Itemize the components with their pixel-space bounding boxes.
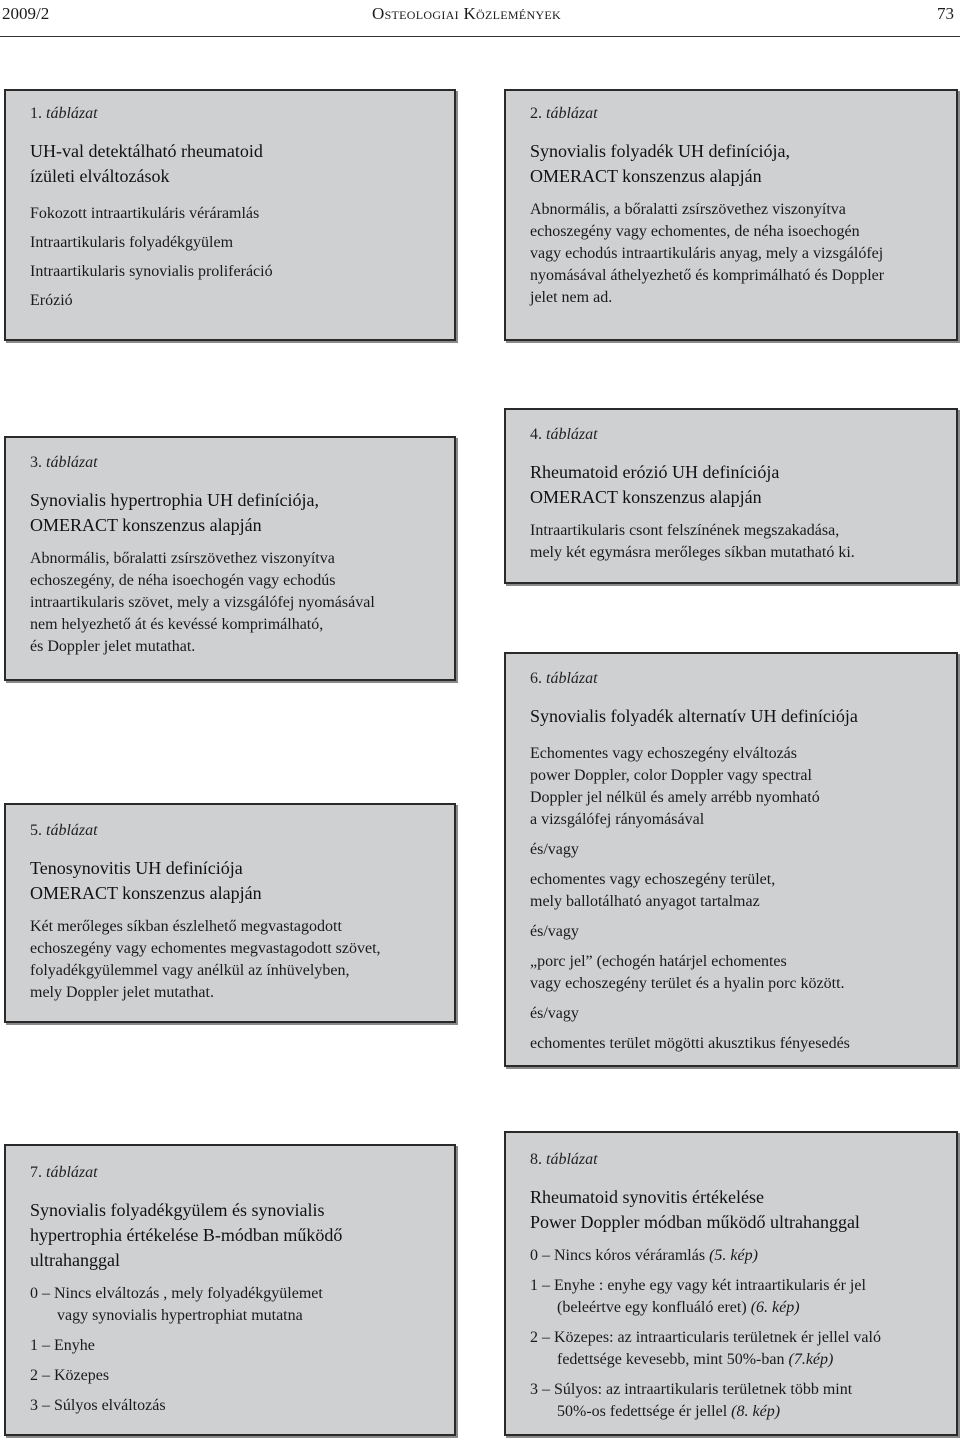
table-2-box (504, 89, 958, 341)
table-1-item: Intraartikularis synovialis proliferáció (30, 263, 273, 280)
table-6-block-3: „porc jel” (echogén határjel echomentes vagy echoszegény terület és a hyalin porc között. (530, 953, 845, 992)
table-7-grade-1: 1 – Enyhe (30, 1337, 95, 1354)
table-5-body: Két merőleges síkban észlelhető megvastagodott echoszegény vagy echomentes megvastagodott szövet, folyadékgyülemmel vagy anélkül az ínhüvelyben, mely Doppler jelet mutathat. (30, 918, 381, 1001)
table-8-grade-1: 1 – Enyhe : enyhe egy vagy két intraartikularis ér jel (beleértve egy konfluáló eret) (6. kép) (530, 1277, 866, 1316)
table-2-title: Synovialis folyadék UH definíciója, OMERACT konszenzus alapján (530, 141, 790, 186)
table-5-title: Tenosynovitis UH definíciója OMERACT konszenzus alapján (30, 858, 262, 903)
table-4-label: 4. táblázat (530, 426, 598, 443)
table-4-body: Intraartikularis csont felszínének megszakadása, mely két egymásra merőleges síkban mutatható ki. (530, 522, 855, 561)
table-2-body: Abnormális, a bőralatti zsírszövethez viszonyítva echoszegény vagy echomentes, de néha isoechogén vagy echodús intraartikuláris anyag, mely a vizsgálófej nyomásával áthelyezhető és komprimálható és Doppler jelet nem ad. (530, 201, 885, 306)
table-6-or: és/vagy (530, 923, 579, 940)
table-8-title: Rheumatoid synovitis értékelése Power Doppler módban működő ultrahanggal (530, 1187, 860, 1232)
table-3-title: Synovialis hypertrophia UH definíciója, OMERACT konszenzus alapján (30, 490, 319, 535)
table-7-grade-3: 3 – Súlyos elváltozás (30, 1397, 166, 1414)
table-5-label: 5. táblázat (30, 822, 98, 839)
header-rule (0, 36, 960, 37)
table-1-box (4, 89, 456, 341)
table-1-item: Intraartikularis folyadékgyülem (30, 234, 234, 251)
table-6-block-2: echomentes vagy echoszegény terület, mely ballotálható anyagot tartalmaz (530, 871, 776, 910)
running-header (0, 0, 960, 40)
table-8-grade-2: 2 – Közepes: az intraarticularis területnek ér jellel való fedettsége kevesebb, mint 50%-ban (7.kép) (530, 1329, 881, 1368)
table-6-title: Synovialis folyadék alternatív UH definíciója (530, 706, 858, 726)
issue-number: 2009/2 (2, 4, 50, 23)
table-7-grade-2: 2 – Közepes (30, 1367, 110, 1384)
table-3-body: Abnormális, bőralatti zsírszövethez viszonyítva echoszegény, de néha isoechogén vagy echodús intraartikularis szövet, mely a vizsgálófej nyomásával nem helyezhető át és kevéssé komprimálható, és Doppler jelet mutathat. (30, 550, 375, 655)
table-6-box (504, 652, 958, 1067)
table-6-or: és/vagy (530, 841, 579, 858)
table-4-box (504, 408, 958, 584)
table-7-title: Synovialis folyadékgyülem és synovialis hypertrophia értékelése B-módban működő ultrahanggal (30, 1200, 343, 1270)
journal-title: Osteologiai Közlemények (372, 4, 562, 23)
table-8-grade-3: 3 – Súlyos: az intraartikularis területnek több mint 50%-os fedettsége ér jellel (8. kép) (530, 1381, 853, 1420)
table-6-block-1: Echomentes vagy echoszegény elváltozás power Doppler, color Doppler vagy spectral Doppler jel nélkül és amely arrébb nyomható a vizsgálófej rányomásával (530, 745, 820, 828)
table-3-label: 3. táblázat (30, 454, 98, 471)
table-6-block-4: echomentes terület mögötti akusztikus fényesedés (530, 1035, 850, 1052)
table-1-item: Fokozott intraartikuláris véráramlás (30, 205, 260, 222)
table-7-box (4, 1144, 456, 1436)
table-8-grade-0: 0 – Nincs kóros véráramlás (5. kép) (530, 1247, 758, 1264)
table-1-label: 1. táblázat (30, 105, 98, 122)
table-6-or: és/vagy (530, 1005, 579, 1022)
table-7-grade-0: 0 – Nincs elváltozás , mely folyadékgyülemet vagy synovialis hypertrophiat mutatna (30, 1285, 323, 1324)
table-2-label: 2. táblázat (530, 105, 598, 122)
table-3-box (4, 436, 456, 681)
table-6-label: 6. táblázat (530, 670, 598, 687)
table-1-title: UH-val detektálható rheumatoid ízületi elváltozások (30, 141, 263, 186)
table-1-item: Erózió (30, 292, 73, 309)
table-4-title: Rheumatoid erózió UH definíciója OMERACT konszenzus alapján (530, 462, 780, 507)
page-number: 73 (937, 4, 954, 23)
table-5-box (4, 803, 456, 1023)
table-8-box (504, 1131, 958, 1436)
table-7-label: 7. táblázat (30, 1164, 98, 1181)
table-8-label: 8. táblázat (530, 1151, 598, 1168)
